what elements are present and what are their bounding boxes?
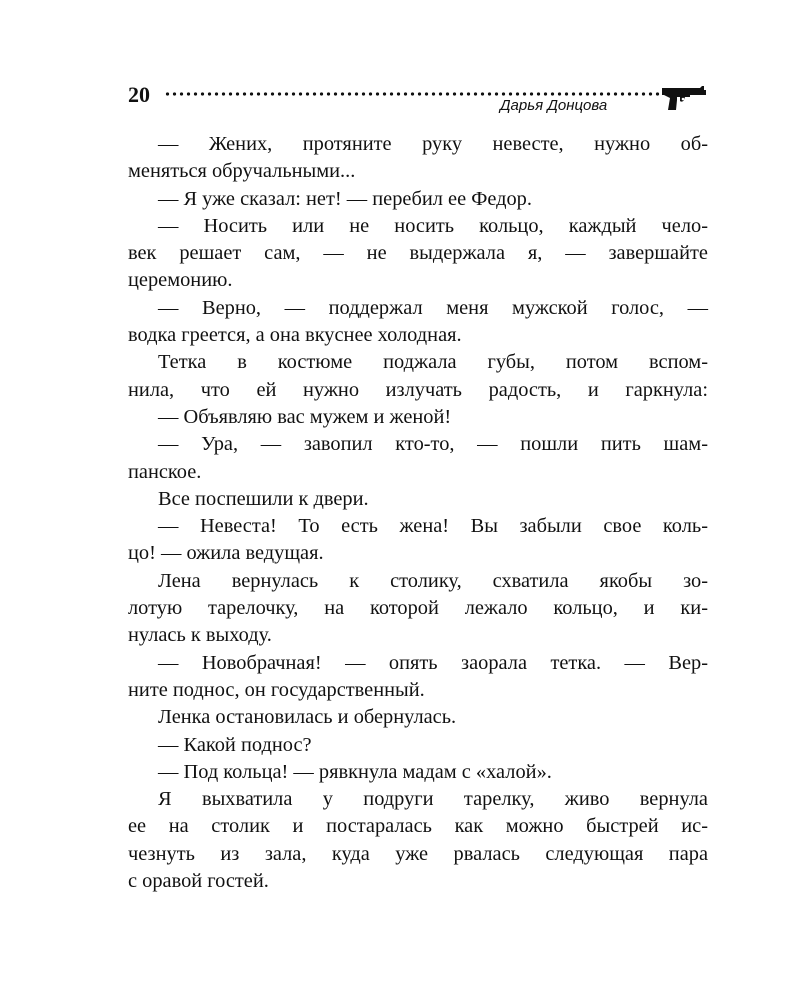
text-line: Лена вернулась к столику, схватила якобы зо- [158, 569, 708, 592]
text-line: Я выхватила у подруги тарелку, живо вернула [158, 788, 708, 811]
text-line: меняться обручальными... [128, 160, 356, 183]
author-name: Дарья Донцова [500, 97, 608, 114]
text-line: ните поднос, он государственный. [128, 678, 425, 701]
text-line: — Объявляю вас мужем и женой! [158, 405, 452, 428]
text-line: нила, что ей нужно излучать радость, и гаркнула: [128, 378, 708, 401]
text-line: — Под кольца! — рявкнула мадам с «халой». [158, 760, 552, 783]
text-line: век решает сам, — не выдержала я, — завершайте [128, 242, 708, 265]
pistol-icon [660, 84, 708, 112]
text-line: — Ура, — завопил кто-то, — пошли пить шам- [158, 433, 708, 456]
text-line: водка греется, а она вкуснее холодная. [128, 324, 462, 347]
text-line: Все поспешили к двери. [158, 487, 369, 510]
main-text [128, 131, 708, 895]
running-header [128, 82, 710, 122]
text-line: ее на столик и постаралась как можно быстрей ис- [128, 815, 708, 838]
text-line: лотую тарелочку, на которой лежало кольцо, и ки- [128, 597, 708, 620]
text-line: нулась к выходу. [128, 624, 272, 647]
text-line: — Я уже сказал: нет! — перебил ее Федор. [158, 187, 532, 210]
text-line: чезнуть из зала, куда уже рвалась следующая пара [128, 842, 708, 865]
text-line: — Невеста! То есть жена! Вы забыли свое коль- [158, 515, 708, 538]
text-line: — Жених, протяните руку невесте, нужно об- [158, 133, 708, 155]
text-line: Ленка остановилась и обернулась. [158, 706, 457, 729]
text-line: Тетка в костюме поджала губы, потом вспом- [158, 351, 708, 374]
text-line: с оравой гостей. [128, 870, 269, 893]
text-line: церемонию. [128, 269, 233, 292]
text-line: — Новобрачная! — опять заорала тетка. — Вер- [158, 651, 708, 674]
text-line: панское. [128, 460, 202, 483]
text-line: — Носить или не носить кольцо, каждый чело- [158, 214, 708, 237]
text-line: цо! — ожила ведущая. [128, 542, 324, 565]
page-number: 20 [128, 82, 150, 107]
text-line: — Какой поднос? [158, 733, 312, 756]
text-line: — Верно, — поддержал меня мужской голос, — [158, 296, 708, 319]
